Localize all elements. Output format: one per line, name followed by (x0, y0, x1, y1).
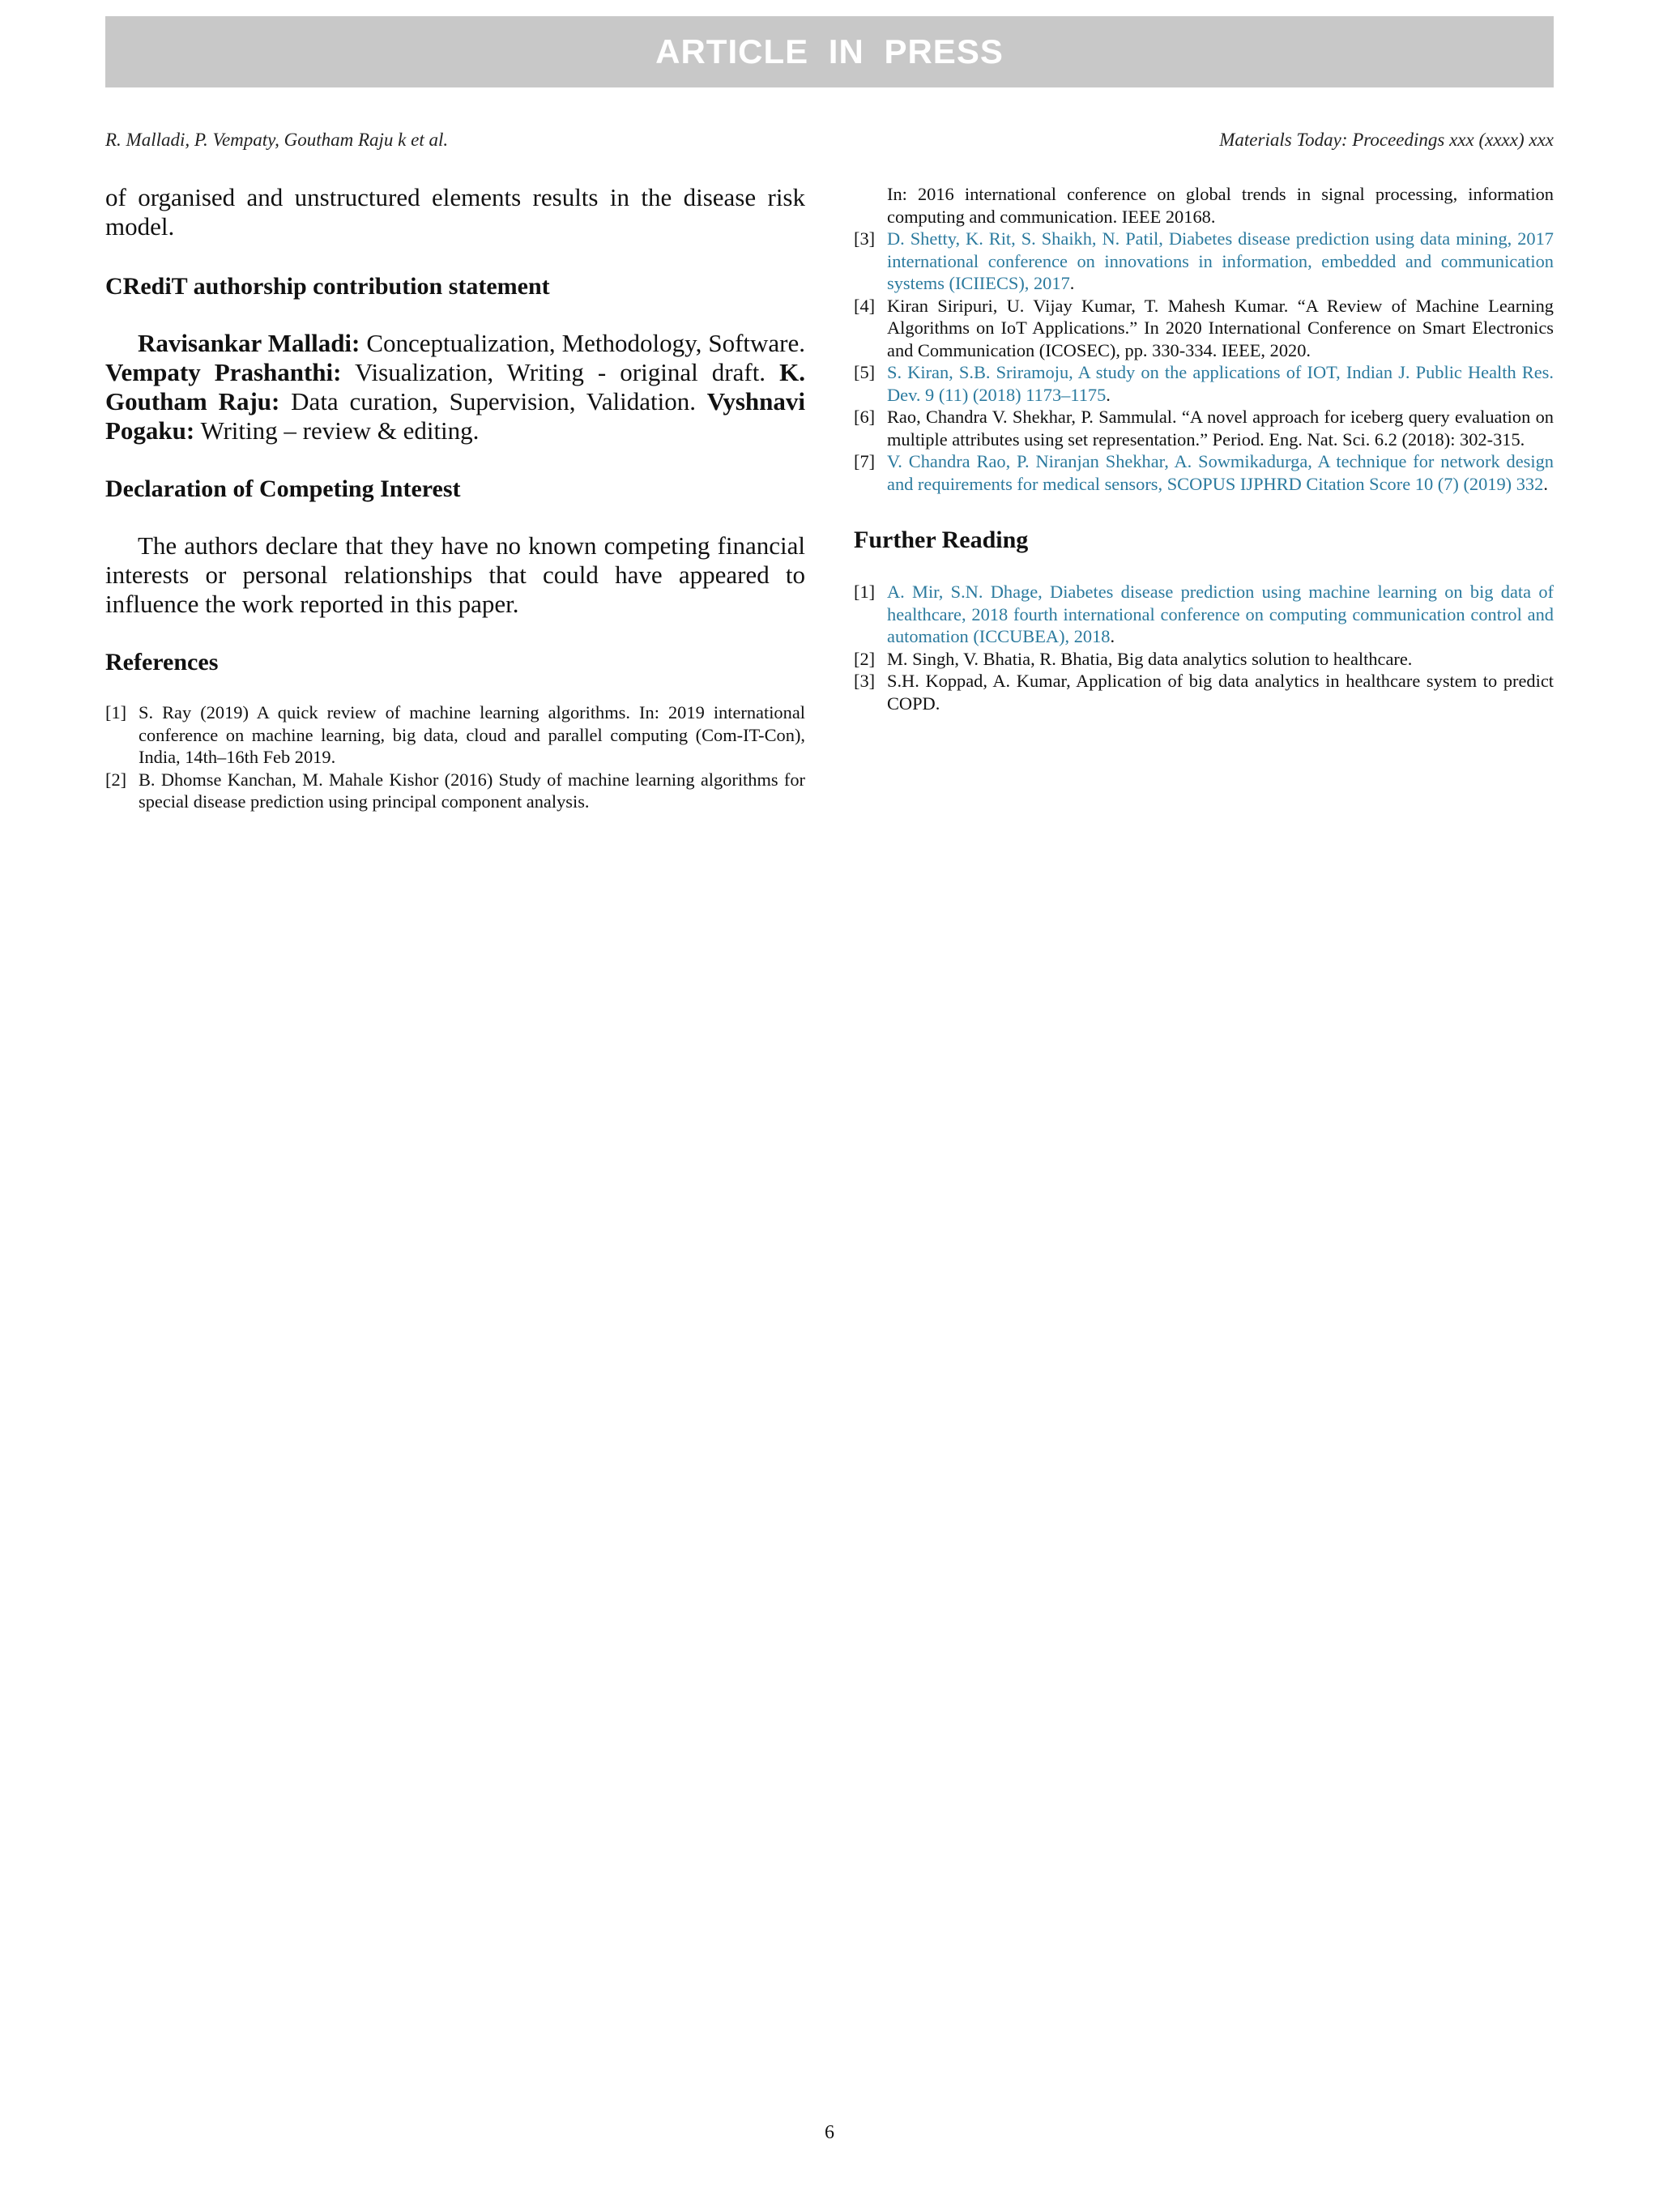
further-reading-item: [1] A. Mir, S.N. Dhage, Diabetes disease prediction using machine learning on big data of healthcare, 2018 fourth international conference on computing communication control and automation (ICCUBEA), 2018. (854, 582, 1554, 646)
contributor-name: K. Goutham Raju: (105, 358, 805, 416)
reference-text: Rao, Chandra V. Shekhar, P. Sammulal. “A novel approach for iceberg query evaluation on multiple attributes using set representation.” Period. Eng. Nat. Sci. 6.2 (2018): 302-315. (887, 407, 1554, 450)
reference-link[interactable]: V. Chandra Rao, P. Niranjan Shekhar, A. Sowmikadurga, A technique for network design and requirements for medical sensors, SCOPUS IJPHRD Citation Score 10 (7) (2019) 332 (887, 451, 1554, 494)
further-reading-item (854, 670, 1554, 714)
article-in-press-banner (105, 16, 1554, 87)
contributor-name: Ravisankar Malladi: (138, 329, 360, 357)
intro-text: of organised and unstructured elements results in the disease risk model. (105, 183, 805, 241)
reference-number: [5] (854, 362, 876, 382)
page-number: 6 (825, 2122, 834, 2143)
references-heading: References (105, 649, 219, 676)
reference-text: Kiran Siripuri, U. Vijay Kumar, T. Mahesh Kumar. “A Review of Machine Learning Algorithms on IoT Applications.” In 2020 International Conference on Smart Electronics and Communication (ICOSEC), pp. 330-334. IEEE, 2020. (887, 295, 1554, 360)
reference-link[interactable]: A. Mir, S.N. Dhage, Diabetes disease prediction using machine learning on big data of healthcare, 2018 fourth international conference on computing communication control and automation (ICCUBEA), 2018 (887, 582, 1554, 646)
reference-link[interactable]: D. Shetty, K. Rit, S. Shaikh, N. Patil, Diabetes disease prediction using data mining, 2017 international conference on innovations in information, embedded and communication systems (ICIIECS), 2017 (887, 228, 1554, 293)
reference-number: [6] (854, 407, 876, 427)
banner-text: ARTICLE IN PRESS (655, 32, 1004, 70)
reference-item (105, 769, 805, 813)
competing-interest-text: The authors declare that they have no known competing financial interests or personal relationships that could have appeared to influence the work reported in this paper. (105, 531, 805, 618)
credit-heading: CRediT authorship contribution statement (105, 273, 550, 300)
reference-item (854, 295, 1554, 362)
reference-number: [3] (854, 228, 876, 249)
reference-text-part: B. Dhomse Kanchan, M. Mahale Kishor (2016) Study of machine learning algorithms for special disease prediction using principal component analysis. (139, 769, 805, 812)
reference-number: [1] (105, 702, 127, 722)
running-head-journal: Materials Today: Proceedings xxx (xxxx) xxx (1219, 130, 1554, 150)
reference-item-continued (854, 183, 1554, 228)
reference-text-part: In: 2016 international conference on global trends in signal processing, information computing and communication. IEEE 20168. (887, 184, 1554, 227)
reference-item: [5] S. Kiran, S.B. Sriramoju, A study on the applications of IOT, Indian J. Public Health Res. Dev. 9 (11) (2018) 1173–1175. (854, 362, 1554, 405)
further-reading-item (854, 648, 1554, 671)
competing-interest-heading: Declaration of Competing Interest (105, 475, 461, 502)
reference-item (105, 701, 805, 769)
contributor-roles: Conceptualization, Methodology, Software. (360, 329, 805, 357)
reference-text: S.H. Koppad, A. Kumar, Application of big data analytics in healthcare system to predict COPD. (887, 671, 1554, 714)
references-list-right (854, 183, 1554, 495)
reference-text: M. Singh, V. Bhatia, R. Bhatia, Big data analytics solution to healthcare. (887, 648, 1413, 669)
reference-link[interactable]: S. Kiran, S.B. Sriramoju, A study on the applications of IOT, Indian J. Public Health Res. Dev. 9 (11) (2018) 1173–1175 (887, 362, 1554, 405)
running-head-authors: R. Malladi, P. Vempaty, Goutham Raju k et al. (105, 130, 449, 150)
reference-number: [1] (854, 582, 876, 602)
contributor-name: Vempaty Prashanthi: (105, 358, 342, 386)
contributor-roles: Writing – review & editing. (194, 416, 480, 445)
further-reading-heading: Further Reading (854, 526, 1029, 553)
reference-number: [2] (105, 769, 127, 790)
contributor-roles: Visualization, Writing - original draft. (341, 358, 766, 386)
reference-number: [2] (854, 648, 876, 669)
reference-item: [3] D. Shetty, K. Rit, S. Shaikh, N. Patil, Diabetes disease prediction using data mining, 2017 international conference on innovations in information, embedded and communication systems (ICIIECS), 2017. (854, 228, 1554, 293)
right-column (854, 183, 1554, 714)
reference-item: [7] V. Chandra Rao, P. Niranjan Shekhar, A. Sowmikadurga, A technique for network design and requirements for medical sensors, SCOPUS IJPHRD Citation Score 10 (7) (2019) 332. (854, 451, 1554, 494)
credit-statement (105, 329, 805, 445)
contributor-name: Vyshnavi Pogaku: (105, 387, 805, 445)
references-list-left (105, 701, 805, 813)
reference-item (854, 406, 1554, 450)
contributor-roles: Data curation, Supervision, Validation. (279, 387, 696, 416)
reference-number: [4] (854, 295, 876, 316)
further-reading-list (854, 581, 1554, 714)
reference-number: [7] (854, 451, 876, 471)
reference-number: [3] (854, 671, 876, 691)
reference-text: S. Ray (2019) A quick review of machine learning algorithms. In: 2019 international conference on machine learning, big data, cloud and parallel computing (Com-IT-Con), India, 14th–16th Feb 2019. (139, 702, 805, 767)
left-column (105, 183, 805, 813)
